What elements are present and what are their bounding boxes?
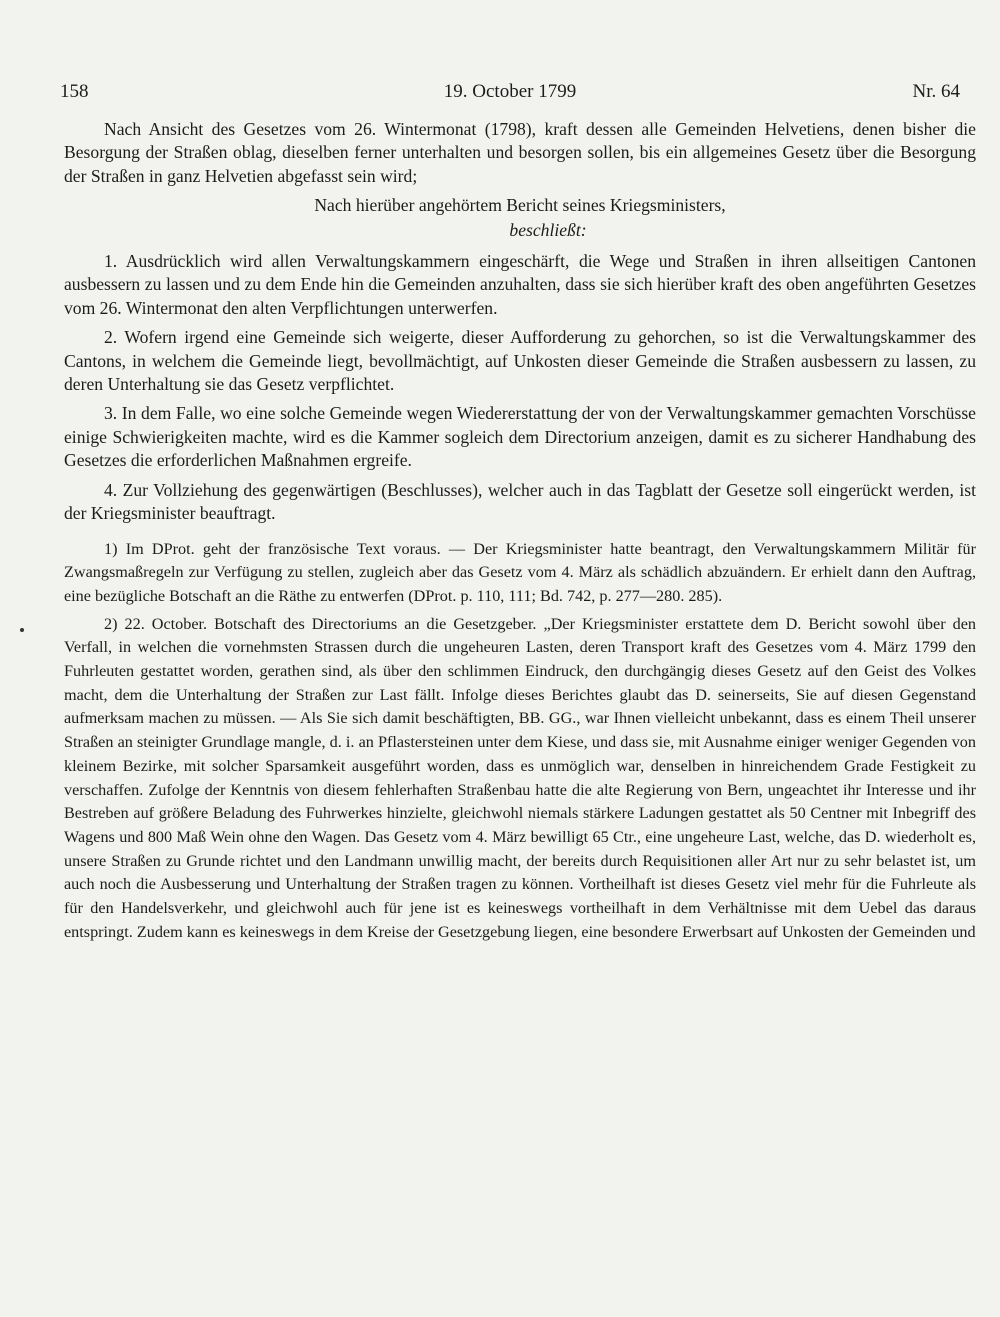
page-number: 158 <box>60 81 89 102</box>
margin-dot <box>20 628 24 632</box>
document-number: Nr. 64 <box>912 81 960 102</box>
main-text <box>64 118 976 948</box>
preamble-paragraph: Nach Ansicht des Gesetzes vom 26. Wintermonat (1798), kraft dessen alle Gemeinden Helvetiens, denen bisher die Besorgung der Straßen oblag, dieselben ferner unterhalten und besorgen sollen, bis ein allgemeines Gesetz über die Besorgung der Straßen in ganz Helvetien abgefasst sein wird; <box>64 119 976 186</box>
article-1: 1. Ausdrücklich wird allen Verwaltungskammern eingeschärft, die Wege und Straßen in ihren allseitigen Cantonen ausbessern zu lassen und zu dem Ende hin die Gemeinden anzuhalten, dass sie sich hierüber kraft des oben angeführten Gesetzes vom 26. Wintermonat den alten Verpflichtungen unterwerfen. <box>64 251 976 318</box>
article-4: 4. Zur Vollziehung des gegenwärtigen (Beschlusses), welcher auch in das Tagblatt der Gesetze soll eingerückt werden, ist der Kriegsminister beauftragt. <box>64 479 976 524</box>
preamble-report: Nach hierüber angehörtem Bericht seines Kriegsministers, <box>314 195 726 216</box>
footnote-2: 2) 22. October. Botschaft des Directoriums an die Gesetzgeber. „Der Kriegsminister erstattete dem D. Bericht sowohl über den Verfall, in welchen die vornehmsten Strassen durch die ungeheuren Lasten, deren Transport kraft des Gesetzes vom 4. März 1799 den Fuhrleuten gestattet worden, gerathen sind, als über den schlimmen Eindruck, den durchgängig dieses Gesetz auf den Geist des Volkes macht, dem die Unterhaltung der Straßen zur Last fällt. Infolge dieses Berichtes glaubt das D. seinerseits, Sie auf diesen Gegenstand aufmerksam machen zu müssen. — Als Sie sich damit beschäftigten, BB. GG., war Ihnen vielleicht unbekannt, dass es einem Theil unserer Straßen an steinigter Grundlage mangle, d. i. an Pflastersteinen unter dem Kiese, und dass sie, mit Ausnahme einiger weniger Gegenden von kleinem Bezirke, mit solcher Sparsamkeit ausgeführt worden, dass es unmöglich war, denselben in hinreichendem Grade Festigkeit zu verschaffen. Zufolge der Kenntnis von diesem fehlerhaften Straßenbau hatte die alte Regierung von Bern, ungeachtet ihr Interesse und ihr Bestreben auf größere Beladung des Fuhrwerkes hinzielte, gleichwohl niemals stärkere Ladungen gestattet als 50 Centner mit Inbegriff des Wagens und 800 Maß Wein ohne den Wagen. Das Gesetz vom 4. März bewilligt 65 Ctr., eine ungeheure Last, welche, das D. wiederholt es, unsere Straßen zu Grunde richtet und den Landmann unwillig macht, der bereits durch Requisitionen aller Art nur zu sehr belastet ist, um auch noch die Ausbesserung und Unterhaltung der Straßen tragen zu können. Vortheilhaft ist dieses Gesetz viel mehr für die Fuhrleute als für den Handelsverkehr, und gleichwohl auch für jene ist es keineswegs vortheilhaft in dem Verhältnisse mit dem Uebel das daraus entspringt. Zudem kann es keineswegs in dem Kreise der Gesetzgebung liegen, eine besondere Erwerbsart auf Unkosten der Gemeinden und <box>64 614 976 941</box>
header-date: 19. October 1799 <box>443 81 577 102</box>
article-3: 3. In dem Falle, wo eine solche Gemeinde wegen Wiedererstattung der von der Verwaltungskammer gemachten Vorschüsse einige Schwierigkeiten machte, wird es die Kammer sogleich dem Directorium anzeigen, damit es zu sicherer Handhabung des Gesetzes die erforderlichen Maßnahmen ergreife. <box>64 403 976 471</box>
page-header <box>60 80 960 104</box>
resolution-heading: beschließt: <box>509 219 587 240</box>
article-2: 2. Wofern irgend eine Gemeinde sich weigerte, dieser Aufforderung zu gehorchen, so ist die Verwaltungskammer des Cantons, in welchem die Gemeinde liegt, bevollmächtigt, auf Unkosten dieser Gemeinde die Straßen ausbessern zu lassen, zu deren Unterhaltung sie das Gesetz verpflichtet. <box>64 327 976 395</box>
footnotes <box>64 538 976 945</box>
footnote-1: 1) Im DProt. geht der französische Text voraus. — Der Kriegsminister hatte beantragt, den Verwaltungskammern Militär für Zwangsmaßregeln zur Verfügung zu stellen, zugleich aber das Gesetz vom 4. März als schädlich abzuändern. Er erhielt dann den Auftrag, eine bezügliche Botschaft an die Räthe zu entwerfen (DProt. p. 110, 111; Bd. 742, p. 277—280. 285). <box>64 539 976 605</box>
